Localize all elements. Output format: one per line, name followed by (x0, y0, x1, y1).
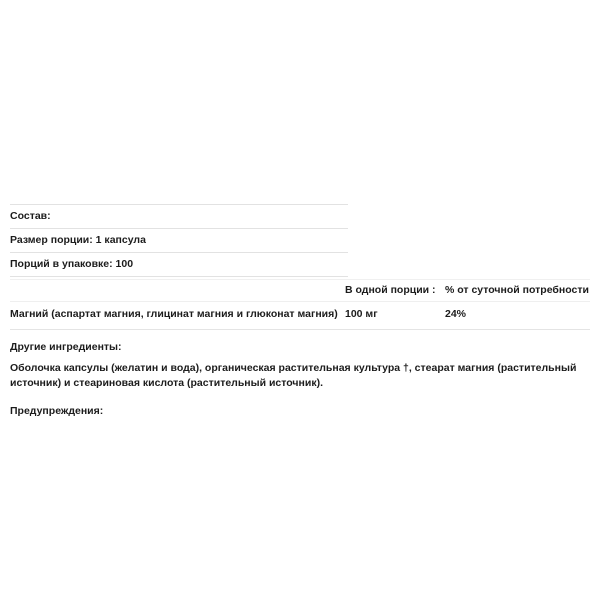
supplement-table (10, 279, 590, 330)
other-ingredients-heading: Другие ингредиенты: (10, 341, 122, 353)
ingredient-amount: 100 мг (345, 302, 445, 330)
ingredient-daily-value: 24% (445, 302, 590, 330)
composition-row: Состав: (10, 205, 348, 229)
other-ingredients-text: Оболочка капсулы (желатин и вода), органическая растительная культура †, стеарат магния (растительный источник) и стеариновая кислота (растительный источник). (10, 362, 577, 389)
supplement-facts-panel (10, 204, 590, 417)
supplement-table-header-row (10, 280, 590, 302)
table-header-amount: В одной порции : (345, 280, 445, 302)
table-header-daily-value: % от суточной потребности (445, 280, 590, 302)
table-header-ingredient (10, 280, 345, 302)
table-row (10, 302, 590, 330)
warnings-heading: Предупреждения: (10, 405, 104, 417)
ingredient-name: Магний (аспартат магния, глицинат магния и глюконат магния) (10, 302, 345, 330)
serving-info-block (10, 204, 348, 277)
serving-size-row: Размер порции: 1 капсула (10, 229, 348, 253)
servings-per-container-row: Порций в упаковке: 100 (10, 253, 348, 277)
